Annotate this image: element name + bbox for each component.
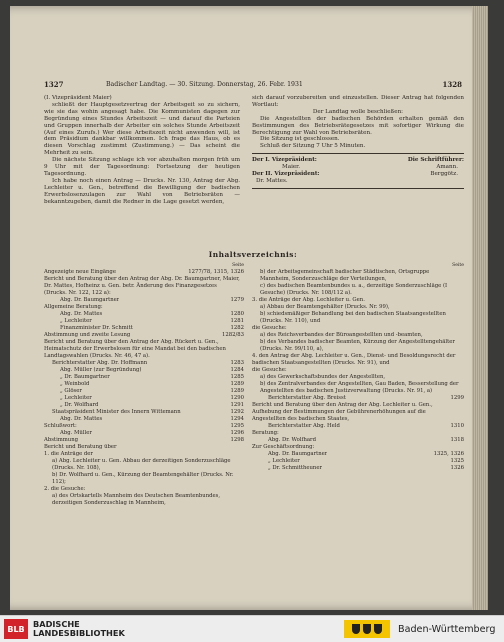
toc-entry bbox=[252, 430, 464, 437]
toc-entry bbox=[44, 416, 244, 423]
toc-entry-text: „ Dr. Wolfhard bbox=[60, 402, 99, 408]
paragraph: sich darauf vorzubereiten und einzustellen. Dieser Antrag hat folgenden Wortlaut: bbox=[252, 95, 464, 108]
toc-entry bbox=[252, 269, 464, 283]
toc-entry bbox=[252, 381, 464, 395]
toc-page-number bbox=[460, 367, 464, 374]
toc-page-number: 1289 bbox=[230, 381, 244, 387]
toc-entry bbox=[252, 367, 464, 374]
toc-entry-text: b) des Zentralverbandes der Angestellten, Gau Baden, Besserstellung der Angestellten des badischen Justizverwaltung (Drucks. Nr. 91, a) bbox=[260, 381, 459, 394]
page-header bbox=[44, 80, 462, 94]
toc-entry bbox=[44, 402, 244, 409]
seite-label: Seite bbox=[232, 263, 244, 268]
toc-entry-text: „ Weinbold bbox=[60, 381, 90, 387]
toc-entry-text: Abg. Dr. Wolfhard bbox=[268, 437, 316, 443]
toc-entry bbox=[252, 374, 464, 381]
toc-entry-text: 3. die Anträge der Abg. Lechleiter u. Gen. bbox=[252, 297, 365, 303]
toc-entry bbox=[44, 486, 244, 493]
toc-entry bbox=[252, 465, 464, 472]
toc-entry-text: Abg. Dr. Mattes bbox=[60, 311, 103, 317]
toc-page-number: 1296 bbox=[230, 430, 244, 436]
signature-row bbox=[252, 171, 464, 178]
toc-entry-text: b) des Verbandes badischer Beamten, Kürzung der Angestelltengehälter (Drucks. Nr. 99/110, a), bbox=[260, 339, 455, 352]
page-edge bbox=[472, 6, 488, 610]
toc-entry-text: a) Abg. Lechleiter u. Gen. Abbau der derzeitigen Sonderzuschläge (Drucks. Nr. 108), bbox=[52, 458, 231, 471]
divider bbox=[252, 188, 464, 189]
toc-page-number: 1295 bbox=[230, 423, 244, 429]
bw-coat-of-arms-icon bbox=[344, 620, 390, 638]
divider bbox=[252, 153, 464, 154]
signature-name: Maier. bbox=[282, 164, 300, 171]
toc-entry bbox=[44, 423, 244, 430]
signature-row bbox=[252, 178, 464, 185]
toc-entry bbox=[44, 360, 244, 367]
toc-right-column bbox=[252, 262, 464, 472]
toc-entry bbox=[252, 332, 464, 339]
running-title: Badischer Landtag. — 30. Sitzung. Donnerstag, 26. Febr. 1931 bbox=[106, 81, 303, 88]
toc-entry bbox=[252, 437, 464, 444]
toc-page-number bbox=[460, 444, 464, 451]
signature-label: Der I. Vizepräsident: bbox=[252, 157, 317, 164]
toc-page-number bbox=[460, 325, 464, 332]
toc-entry bbox=[44, 381, 244, 388]
toc-entry-text: c) des badischen Beamtenbundes u. a., derzeitige Sonderzuschläge (I Gesuche) (Drucks. Nr. 108/112 a). bbox=[260, 283, 448, 296]
toc-entry bbox=[44, 437, 244, 444]
toc-page-number bbox=[240, 493, 244, 507]
toc-entry-text: 4. den Antrag der Abg. Lechleiter u. Gen., Dienst- und Besoldungsrecht der badischen Staatsangestellten (Drucks. Nr. 91), und bbox=[252, 353, 456, 366]
toc-page-number bbox=[460, 332, 464, 339]
toc-entry-text: die Gesuche: bbox=[252, 325, 287, 331]
toc-entry bbox=[252, 325, 464, 332]
toc-entry-text: „ Lechleiter bbox=[268, 458, 300, 464]
toc-page-number bbox=[460, 339, 464, 353]
paragraph: Der Landtag wolle beschließen: bbox=[312, 108, 404, 115]
toc-entry-text: 1. die Anträge der bbox=[44, 451, 93, 457]
toc-entry-text: a) Abbau der Beamtengehälter (Drucks. Nr. 99), bbox=[260, 304, 390, 310]
toc-entry bbox=[44, 388, 244, 395]
signature-row bbox=[252, 157, 464, 164]
toc-page-number bbox=[460, 353, 464, 367]
toc-entry bbox=[252, 423, 464, 430]
blb-logo[interactable]: BLB bbox=[4, 619, 28, 639]
toc-page-number: 1291 bbox=[230, 402, 244, 408]
toc-page-number: 1277/78, 1315, 1326 bbox=[188, 269, 244, 275]
toc-entry bbox=[252, 311, 464, 325]
toc-entry-text: Staatspräsident Minister des Innern Wittemann bbox=[52, 409, 181, 415]
toc-page-number bbox=[460, 381, 464, 395]
toc-entry bbox=[44, 451, 244, 458]
toc-page-number bbox=[240, 451, 244, 458]
toc-page-number bbox=[460, 269, 464, 283]
toc-entry bbox=[44, 269, 244, 276]
toc-page-number: 1325, 1326 bbox=[433, 451, 464, 457]
left-text-column bbox=[44, 95, 240, 206]
toc-entry-text: Abg. Dr. Baumgartner bbox=[60, 297, 120, 303]
library-name bbox=[33, 620, 125, 638]
toc-entry bbox=[44, 409, 244, 416]
toc-page-number: 1298 bbox=[230, 437, 244, 443]
toc-title: Inhaltsverzeichnis: bbox=[208, 250, 298, 259]
toc-entry bbox=[252, 402, 464, 423]
toc-entry-text: Bericht und Beratung über den Antrag der Abg. Lechleiter u. Gen., Aufhebung der Bestimmungen der Gebührenerhöhungen auf die Angestellten des badischen Staates, bbox=[252, 402, 433, 422]
page-number-left: 1327 bbox=[44, 80, 64, 89]
toc-page-number: 1284 bbox=[230, 367, 244, 373]
toc-entry-text: 2. die Gesuche: bbox=[44, 486, 86, 492]
toc-entry bbox=[44, 367, 244, 374]
toc-page-number: 1318 bbox=[450, 437, 464, 443]
seite-label: Seite bbox=[452, 263, 464, 268]
toc-page-number: 1289 bbox=[230, 388, 244, 394]
toc-entry bbox=[44, 304, 244, 311]
toc-entry bbox=[252, 444, 464, 451]
toc-page-number bbox=[240, 276, 244, 297]
toc-page-number bbox=[240, 472, 244, 486]
state-name[interactable]: Baden-Württemberg bbox=[398, 624, 496, 635]
toc-entry-text: Berichterstatter Abg. Breisst bbox=[268, 395, 346, 401]
toc-entry-text: die Gesuche: bbox=[252, 367, 287, 373]
toc-page-number: 1285 bbox=[230, 374, 244, 380]
toc-entry bbox=[44, 493, 244, 507]
toc-entry-text: Bericht und Beratung über bbox=[44, 444, 117, 450]
toc-page-number bbox=[240, 339, 244, 360]
toc-entry bbox=[44, 430, 244, 437]
toc-page-number bbox=[460, 297, 464, 304]
toc-entry bbox=[252, 353, 464, 367]
paragraph: schließt der Hauptgesetzvertrag der Arbeitsgeit so zu sichern, wie sie das wohin angesagt habe. Die Kommunisten dagegen zur Begründung eines Stundes Arbeitszeit — und darauf die Parteien und Gruppen innerhalb der Arbeiter ein solches Stunde Arbeitszeit (Auf eines Zurufs.) Wer diese Arbeitszeit nicht anwenden will, ist dem Präsidium dankbar willkommen. Ich frage das Haus, ob es diesen Vorschlag zustimmt (Zustimmung.) — Das scheint die Mehrheit zu sein. bbox=[44, 101, 240, 157]
toc-page-number: 1325 bbox=[450, 458, 464, 464]
paragraph: Schluß der Sitzung 7 Uhr 5 Minuten. bbox=[260, 143, 366, 150]
toc-page-number: 1326 bbox=[450, 465, 464, 471]
toc-page-number bbox=[460, 402, 464, 423]
toc-page-number: 1283 bbox=[230, 360, 244, 366]
toc-entry bbox=[44, 339, 244, 360]
toc-left-column bbox=[44, 262, 244, 507]
paragraph: Die Angestellten der badischen Behörden erhalten gemäß den Bestimmungen des Betriebsrätegesetzes mit sofortiger Wirkung die Berechtigung zur Wahl von Betriebsräten. bbox=[252, 115, 464, 136]
toc-page-number: 1279 bbox=[230, 297, 244, 303]
toc-entry bbox=[44, 332, 244, 339]
toc-entry-text: a) des Reichsverbandes der Büroangestellten und -beamten, bbox=[260, 332, 423, 338]
toc-entry bbox=[44, 318, 244, 325]
toc-entry-text: „ Lechleiter bbox=[60, 318, 92, 324]
toc-entry bbox=[44, 458, 244, 472]
toc-entry bbox=[44, 444, 244, 451]
toc-entry-text: Abstimmung und zweite Lesung bbox=[44, 332, 131, 338]
footer-bar bbox=[0, 615, 504, 642]
library-name-line: LANDESBIBLIOTHEK bbox=[33, 628, 125, 638]
toc-entry bbox=[44, 374, 244, 381]
toc-page-number bbox=[460, 304, 464, 311]
toc-entry-text: Bericht und Beratung über den Antrag der Abg. Dr. Baumgartner, Maier, Dr. Mattes, Hofheinz u. Gen. betr. Änderung des Finanzgesetzes (Drucks. Nr. 122, 122 a): bbox=[44, 276, 240, 296]
toc-entry-text: a) des Ortskartells Mannheim des Deutschen Beamtenbundes, derzeitigen Sonderzuschlag in Mannheim, bbox=[52, 493, 221, 506]
toc-entry-text: „ Dr. Schmittheuner bbox=[268, 465, 323, 471]
toc-entry-text: „ Lechleiter bbox=[60, 395, 92, 401]
toc-entry bbox=[44, 325, 244, 332]
toc-entry bbox=[252, 297, 464, 304]
toc-entry bbox=[252, 283, 464, 297]
toc-entry-text: Finanzminister Dr. Schmitt bbox=[60, 325, 133, 331]
toc-entry-text: Zur Geschäftsordnung: bbox=[252, 444, 315, 450]
toc-page-number: 1310 bbox=[450, 423, 464, 429]
toc-page-number: 1282 bbox=[230, 325, 244, 331]
paragraph: Die Sitzung ist geschlossen. bbox=[260, 136, 340, 143]
toc-entry bbox=[44, 276, 244, 297]
toc-entry bbox=[252, 395, 464, 402]
toc-page-number bbox=[240, 458, 244, 472]
signature-name: Berggötz. bbox=[430, 171, 458, 178]
toc-entry-text: Angezeigte neue Eingänge bbox=[44, 269, 116, 275]
toc-entry-text: Allgemeine Beratung: bbox=[44, 304, 103, 310]
toc-entry bbox=[252, 339, 464, 353]
signature-name: Dr. Mattes. bbox=[256, 177, 288, 184]
right-text-column bbox=[252, 95, 464, 192]
speaker-label: (I. Vizepräsident Maier) bbox=[44, 95, 112, 101]
toc-page-number bbox=[460, 374, 464, 381]
toc-entry bbox=[44, 395, 244, 402]
toc-entry bbox=[44, 472, 244, 486]
toc-entry-text: Bericht und Beratung über den Antrag der Abg. Rückert u. Gen., Heimatschutz der Erwerbslosen für eine Mandat bei den badischen Landtagswahlen (Drucks. Nr. 46, 47 a). bbox=[44, 339, 226, 359]
toc-page-number: 1281 bbox=[230, 318, 244, 324]
toc-entry-text: Berichterstatter Abg. Dr. Hoffmann bbox=[52, 360, 148, 366]
library-name-line: BADISCHE bbox=[33, 619, 80, 629]
signature-name: Amann. bbox=[436, 164, 458, 171]
toc-entry-text: Abg. Müller (zur Begründung) bbox=[60, 367, 142, 373]
signature-label: Die Schriftführer: bbox=[407, 157, 464, 164]
toc-entry bbox=[252, 458, 464, 465]
toc-page-number: 1294 bbox=[230, 416, 244, 422]
toc-page-number: 1282/83 bbox=[221, 332, 244, 338]
toc-entry-text: „ Dr. Baumgartner bbox=[60, 374, 110, 380]
toc-page-number: 1299 bbox=[450, 395, 464, 401]
toc-page-number bbox=[460, 311, 464, 325]
toc-entry-text: Abstimmung bbox=[44, 437, 79, 443]
toc-entry-text: Schlußwort: bbox=[44, 423, 77, 429]
toc-entry-text: Abg. Dr. Mattes bbox=[60, 416, 103, 422]
toc-entry-text: „ Glöser bbox=[60, 388, 82, 394]
toc-entry-text: Beratung: bbox=[252, 430, 279, 436]
page-number-right: 1328 bbox=[442, 80, 462, 89]
toc-page-number: 1290 bbox=[230, 395, 244, 401]
toc-entry bbox=[252, 304, 464, 311]
toc-page-number: 1292 bbox=[230, 409, 244, 415]
toc-entry bbox=[44, 297, 244, 304]
toc-page-number bbox=[460, 430, 464, 437]
toc-entry-text: a) des Gewerkschaftsbundes der Angestellten, bbox=[260, 374, 386, 380]
toc-page-number bbox=[240, 444, 244, 451]
toc-entry-text: Abg. Müller bbox=[60, 430, 92, 436]
toc-entry-text: b) schiedsmäßiger Behandlung bei den badischen Staatsangestellten (Drucks. Nr. 110), und bbox=[260, 311, 446, 324]
toc-entry bbox=[44, 311, 244, 318]
toc-entry bbox=[252, 451, 464, 458]
paragraph: Ich habe noch einen Antrag — Drucks. Nr. 130, Antrag der Abg. Lechleiter u. Gen., betreffend die Bewilligung der badischen Erwerbslosenzulagen zur Wahl von Betriebsräten — bekanntzugeben, damit die Redner in die Lage gesetzt werden, bbox=[44, 177, 240, 205]
toc-entry-text: Berichterstatter Abg. Held bbox=[268, 423, 340, 429]
toc-entry-text: Abg. Dr. Baumgartner bbox=[268, 451, 328, 457]
signature-label: Der II. Vizepräsident: bbox=[252, 171, 320, 178]
toc-page-number: 1280 bbox=[230, 311, 244, 317]
toc-page-number bbox=[240, 304, 244, 311]
toc-page-number bbox=[460, 283, 464, 297]
paragraph: Die nächste Sitzung schlage ich vor abzuhalten morgen früh um 9 Uhr mit der Tagesordnung: Fortsetzung der heutigen Tagesordnung. bbox=[44, 157, 240, 177]
toc-entry-text: b) Dr. Wolfhard u. Gen., Kürzung der Beamtengehälter (Drucks. Nr. 112); bbox=[52, 472, 234, 485]
toc-entry-text: b) der Arbeitsgemeinschaft badischer Städtischen, Ortsgruppe Mannheim, Sonderzuschläge der Verteilungen, bbox=[260, 269, 430, 282]
toc-page-number bbox=[240, 486, 244, 493]
